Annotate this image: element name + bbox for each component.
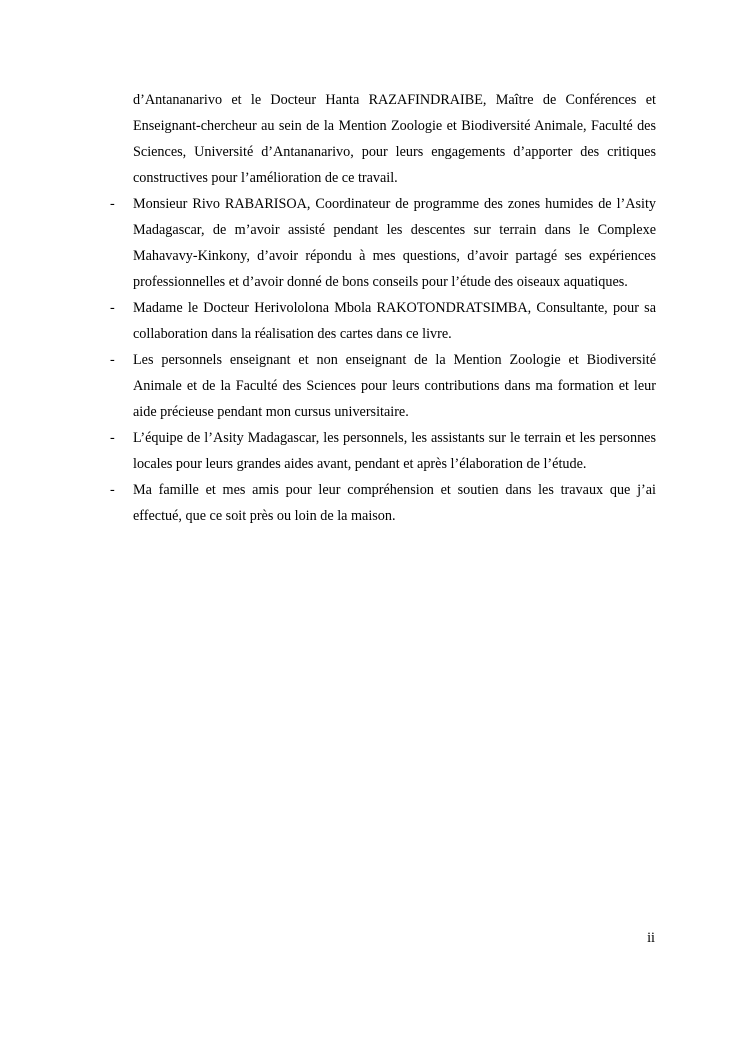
- bullet-dash: -: [110, 482, 115, 498]
- bullet-dash: -: [110, 196, 115, 212]
- acknowledgements-body: [110, 87, 656, 529]
- list-item: [110, 425, 656, 477]
- list-item-text: Madame le Docteur Herivololona Mbola RAKOTONDRATSIMBA, Consultante, pour sa collaboration dans la réalisation des cartes dans ce livre.: [133, 300, 656, 342]
- bullet-dash: -: [110, 352, 115, 368]
- list-item: [110, 191, 656, 295]
- list-item-text: Ma famille et mes amis pour leur compréhension et soutien dans les travaux que j’ai effectué, que ce soit près ou loin de la maison.: [133, 482, 656, 524]
- list-item-text: L’équipe de l’Asity Madagascar, les personnels, les assistants sur le terrain et les personnes locales pour leurs grandes aides avant, pendant et après l’élaboration de l’étude.: [133, 430, 656, 472]
- list-item: [110, 347, 656, 425]
- page-number: ii: [647, 930, 655, 946]
- bullet-dash: -: [110, 300, 115, 316]
- bullet-dash: -: [110, 430, 115, 446]
- list-item-text: Les personnels enseignant et non enseignant de la Mention Zoologie et Biodiversité Animale et de la Faculté des Sciences pour leurs contributions dans ma formation et leur aide précieuse pendant mon cursus universitaire.: [133, 352, 656, 420]
- continuation-text: d’Antananarivo et le Docteur Hanta RAZAFINDRAIBE, Maître de Conférences et Enseignant-chercheur au sein de la Mention Zoologie et Biodiversité Animale, Faculté des Sciences, Université d’Antananarivo, pour leurs engagements d’apporter des critiques constructives pour l’amélioration de ce travail.: [133, 92, 656, 186]
- list-item: [110, 477, 656, 529]
- continuation-paragraph: [110, 87, 656, 191]
- list-item: [110, 295, 656, 347]
- list-item-text: Monsieur Rivo RABARISOA, Coordinateur de programme des zones humides de l’Asity Madagascar, de m’avoir assisté pendant les descentes sur terrain dans le Complexe Mahavavy-Kinkony, d’avoir répondu à mes questions, d’avoir partagé ses expériences professionnelles et d’avoir donné de bons conseils pour l’étude des oiseaux aquatiques.: [133, 196, 656, 290]
